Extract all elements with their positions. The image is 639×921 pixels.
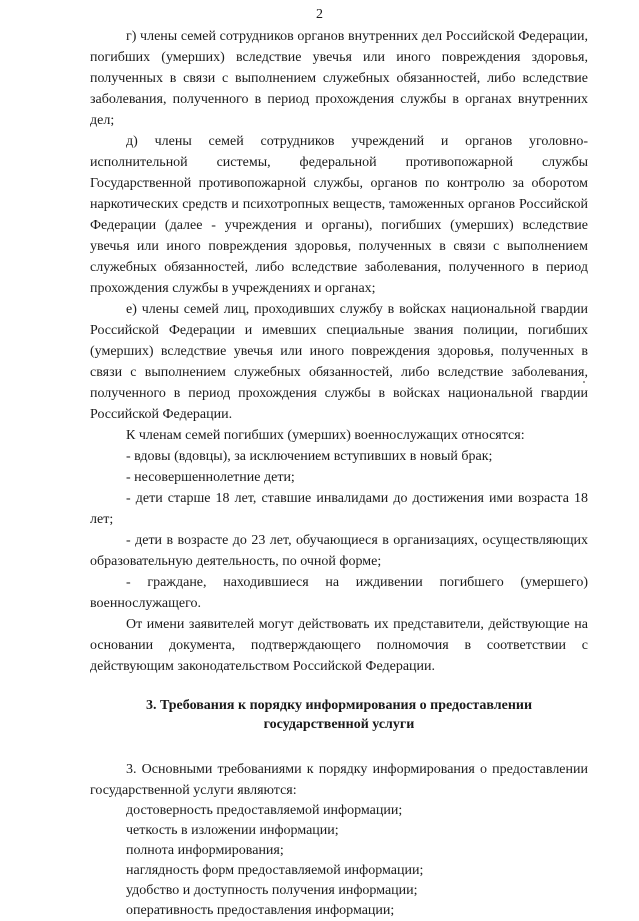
section-3-heading-line2: государственной услуги <box>263 717 415 732</box>
paragraph-g: г) члены семей сотрудников органов внутренних дел Российской Федерации, погибших (умерших) вследствие увечья или иного повреждения здоровья, полученных в связи с выполнением служебных обязанностей, либо вследствие заболевания, полученного в период прохождения службы в органах внутренних дел; <box>90 29 588 128</box>
list-item-students: - дети в возрасте до 23 лет, обучающиеся в организациях, осуществляющих образовательную деятельность, по очной форме; <box>90 533 588 569</box>
scan-dot <box>583 381 585 383</box>
spacer <box>90 734 588 759</box>
list-item: наглядность форм предоставляемой информации; <box>126 863 424 878</box>
list-item-disabled-children: - дети старше 18 лет, ставшие инвалидами до достижения ими возраста 18 лет; <box>90 491 588 527</box>
paragraph-representatives: От имени заявителей могут действовать их представители, действующие на основании документа, подтверждающего полномочия в соответствии с действующим законодательством Российской Федерации. <box>90 617 588 674</box>
list-item-minors: - несовершеннолетние дети; <box>126 470 295 485</box>
page-number: 2 <box>316 7 323 22</box>
list-item-widows: - вдовы (вдовцы), за исключением вступивших в новый брак; <box>126 449 493 464</box>
list-item-dependents: - граждане, находившиеся на иждивении погибшего (умершего) военнослужащего. <box>90 575 588 611</box>
section-3-heading <box>90 696 588 734</box>
section-3-heading-line1: 3. Требования к порядку информирования о предоставлении <box>145 698 533 713</box>
list-item: достоверность предоставляемой информации; <box>126 803 403 818</box>
section-3-requirements-list <box>90 801 588 921</box>
list-item: оперативность предоставления информации; <box>126 903 395 918</box>
paragraph-e: е) члены семей лиц, проходивших службу в войсках национальной гвардии Российской Федерации и имевших специальные звания полиции, погибших (умерших) вследствие увечья или иного повреждения здоровья, полученных в связи с выполнением служебных обязанностей, либо вследствие заболевания, полученного в период прохождения службы в войсках национальной гвардии Российской Федерации. <box>90 302 588 422</box>
list-item: полнота информирования; <box>126 843 284 858</box>
list-item: удобство и доступность получения информации; <box>126 883 418 898</box>
document-body <box>90 26 588 921</box>
list-item: четкость в изложении информации; <box>126 823 339 838</box>
paragraph-d: д) члены семей сотрудников учреждений и органов уголовно-исполнительной системы, федеральной противопожарной службы Государственной противопожарной службы, органов по контролю за оборотом наркотических средств и психотропных веществ, таможенных органов Российской Федерации (далее - учреждения и органы), погибших (умерших) вследствие увечья или иного повреждения здоровья, полученных в связи с выполнением служебных обязанностей, либо вследствие заболевания, полученного в период прохождения службы в учреждениях и органах; <box>90 134 588 296</box>
paragraph-family-members: К членам семей погибших (умерших) военнослужащих относятся: <box>126 428 525 443</box>
section-3-intro: 3. Основными требованиями к порядку информирования о предоставлении государственной услуги являются: <box>90 762 588 798</box>
